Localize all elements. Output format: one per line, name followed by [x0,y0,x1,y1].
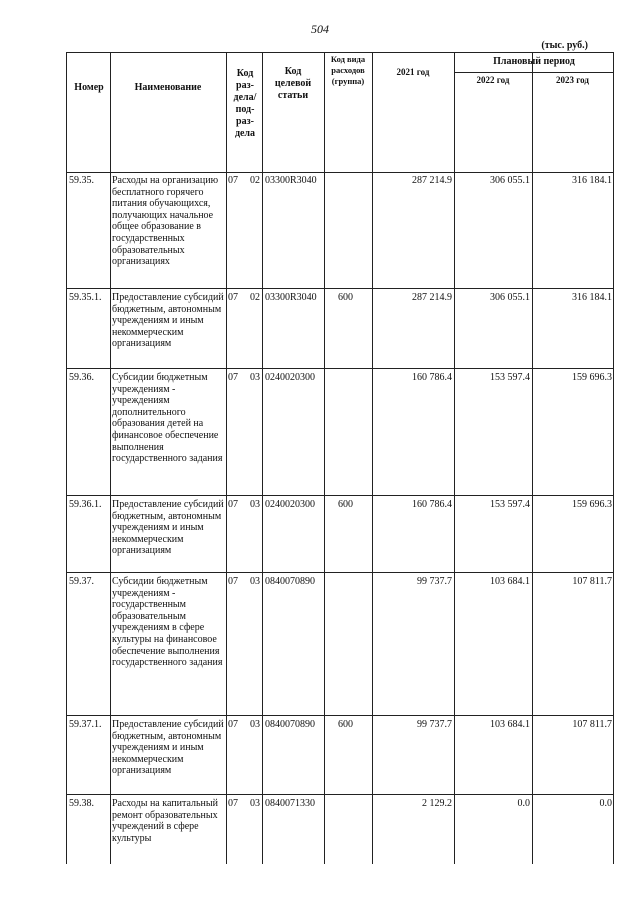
row-2023: 316 184.1 [572,292,612,303]
row-number: 59.36. [69,372,94,383]
header-2021: 2021 год [396,67,430,77]
row-target: 0840070890 [265,576,315,587]
units-label: (тыс. руб.) [541,40,588,51]
row-2023: 159 696.3 [572,499,612,510]
header-2023: 2023 год [556,75,589,85]
row-subsection: 03 [250,798,260,809]
row-2023: 316 184.1 [572,175,612,186]
row-section: 07 [228,719,238,730]
row-name: Расходы на организацию бесплатного горячего питания обучающихся, получающих начальное общее образование в государственных образовательных организациях [112,175,219,268]
row-2023: 107 811.7 [572,719,612,730]
row-target: 03300R3040 [265,292,317,303]
row-target: 0840070890 [265,719,315,730]
row-2023: 0.0 [599,798,612,809]
row-expense-type: 600 [338,292,353,303]
row-2022: 153 597.4 [490,499,530,510]
row-target: 03300R3040 [265,175,317,186]
header-number: Номер [74,82,104,93]
row-subsection: 02 [250,175,260,186]
header-section: Код раз-дела/ под-раз-дела [233,68,257,139]
row-2021: 160 786.4 [412,372,452,383]
row-name: Субсидии бюджетным учреждениям - государственным образовательным учреждениям в сфере культуры на финансовое обеспечение выполнения государственного задания [112,576,223,669]
row-name: Предоставление субсидий бюджетным, автономным учреждениям и иным некоммерческим организациям [112,719,224,777]
row-subsection: 03 [250,372,260,383]
row-2022: 306 055.1 [490,292,530,303]
row-2023: 107 811.7 [572,576,612,587]
row-2022: 0.0 [517,798,530,809]
row-number: 59.37. [69,576,94,587]
header-planned-period: Плановый период [493,56,575,67]
page-number: 504 [311,22,329,36]
row-section: 07 [228,292,238,303]
row-2021: 287 214.9 [412,175,452,186]
row-number: 59.38. [69,798,94,809]
row-2022: 153 597.4 [490,372,530,383]
row-section: 07 [228,576,238,587]
row-2022: 306 055.1 [490,175,530,186]
row-2021: 287 214.9 [412,292,452,303]
header-2022: 2022 год [476,75,510,85]
row-target: 0240020300 [265,499,315,510]
row-number: 59.35.1. [69,292,102,303]
row-section: 07 [228,372,238,383]
row-section: 07 [228,175,238,186]
row-section: 07 [228,499,238,510]
row-2021: 2 129.2 [422,798,452,809]
header-name: Наименование [134,82,202,93]
row-name: Расходы на капитальный ремонт образовательных учреждений в сфере культуры [112,798,218,844]
row-2022: 103 684.1 [490,719,530,730]
row-expense-type: 600 [338,499,353,510]
row-subsection: 03 [250,576,260,587]
row-subsection: 02 [250,292,260,303]
row-subsection: 03 [250,499,260,510]
row-name: Субсидии бюджетным учреждениям - учреждениям дополнительного образования детей на финансовое обеспечение выполнения государственного задания [112,372,223,465]
row-section: 07 [228,798,238,809]
row-2022: 103 684.1 [490,576,530,587]
row-number: 59.36.1. [69,499,102,510]
row-2023: 159 696.3 [572,372,612,383]
row-target: 0240020300 [265,372,315,383]
budget-table [66,52,614,864]
row-2021: 99 737.7 [417,719,452,730]
row-expense-type: 600 [338,719,353,730]
row-name: Предоставление субсидий бюджетным, автономным учреждениям и иным некоммерческим организациям [112,499,224,557]
row-2021: 160 786.4 [412,499,452,510]
row-2021: 99 737.7 [417,576,452,587]
row-number: 59.35. [69,175,94,186]
header-target: Код целевой статьи [274,66,312,101]
header-expense-type: Код вида расходов (группа) [330,54,366,86]
row-name: Предоставление субсидий бюджетным, автономным учреждениям и иным некоммерческим организациям [112,292,224,350]
row-number: 59.37.1. [69,719,102,730]
row-target: 0840071330 [265,798,315,809]
row-subsection: 03 [250,719,260,730]
